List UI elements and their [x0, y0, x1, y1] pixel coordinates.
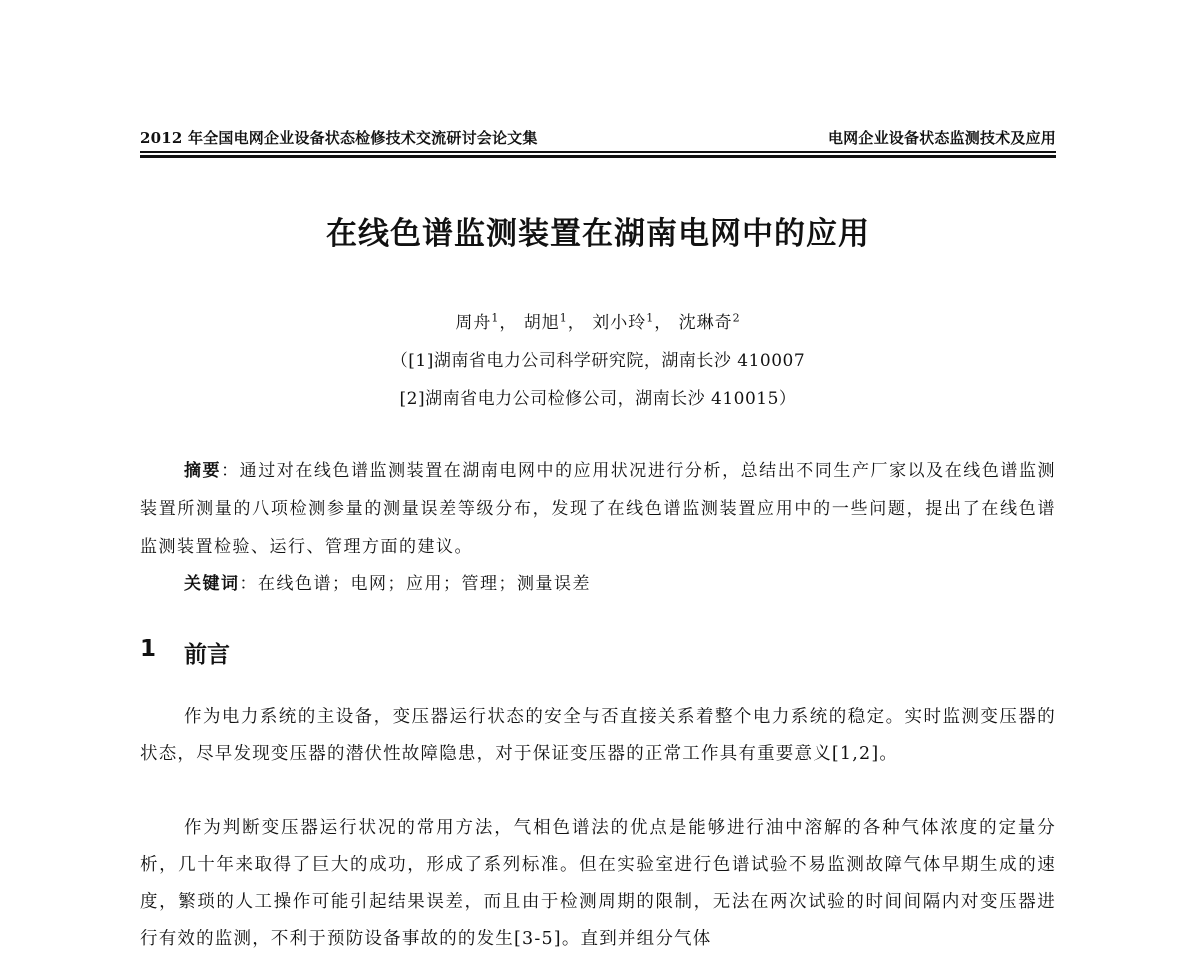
section-heading	[140, 636, 230, 669]
abstract-text: ：通过对在线色谱监测装置在湖南电网中的应用状况进行分析，总结出不同生产厂家以及在线色谱监测装置所测量的八项检测参量的测量误差等级分布，发现了在线色谱监测装置应用中的一些问题，提出了在线色谱监测装置检验、运行、管理方面的建议。	[140, 461, 1056, 557]
abstract-label: 摘要	[184, 461, 222, 481]
author-name: 沈琳奇	[678, 313, 733, 333]
author-separator: ，	[654, 313, 673, 333]
header-right-text: 电网企业设备状态监测技术及应用	[827, 129, 1056, 147]
keywords-label: 关键词	[184, 574, 240, 594]
author-affiliation-mark: 1	[491, 311, 500, 325]
section-title: 前言	[184, 642, 231, 668]
author-name: 胡旭	[523, 313, 560, 333]
affiliation-2: [2]湖南省电力公司检修公司，湖南长沙 410015）	[399, 389, 797, 409]
body-paragraph: 作为电力系统的主设备，变压器运行状态的安全与否直接关系着整个电力系统的稳定。实时监测变压器的状态，尽早发现变压器的潜伏性故障隐患，对于保证变压器的正常工作具有重要意义[1,2]。	[140, 707, 1056, 764]
author-name: 周舟	[455, 313, 492, 333]
paper-title: 在线色谱监测装置在湖南电网中的应用	[326, 216, 870, 252]
author-separator: ，	[499, 313, 518, 333]
abstract	[140, 452, 1056, 566]
affiliation-1: （[1]湖南省电力公司科学研究院，湖南长沙 410007	[390, 351, 806, 371]
section-number: 1	[140, 636, 157, 662]
header-rule-thin	[140, 151, 1056, 153]
keywords-text: ：在线色谱；电网；应用；管理；测量误差	[239, 574, 591, 594]
author-affiliation-mark: 1	[559, 311, 568, 325]
author-separator: ，	[567, 313, 586, 333]
body-paragraph: 作为判断变压器运行状况的常用方法，气相色谱法的优点是能够进行油中溶解的各种气体浓度的定量分析，几十年来取得了巨大的成功，形成了系列标准。但在实验室进行色谱试验不易监测故障气体早期生成的速度，繁琐的人工操作可能引起结果误差，而且由于检测周期的限制，无法在两次试验的时间间隔内对变压器进行有效的监测，不利于预防设备事故的的发生[3-5]。直到并组分气体	[140, 818, 1056, 949]
author-name: 刘小玲	[592, 313, 647, 333]
author-affiliation-mark: 2	[732, 311, 741, 325]
author-list	[140, 308, 1056, 333]
header-left-text: 2012 年全国电网企业设备状态检修技术交流研讨会论文集	[140, 129, 538, 147]
keywords	[184, 569, 1056, 594]
running-header	[140, 124, 1056, 148]
header-rule-thick	[140, 155, 1056, 158]
author-affiliation-mark: 1	[646, 311, 655, 325]
